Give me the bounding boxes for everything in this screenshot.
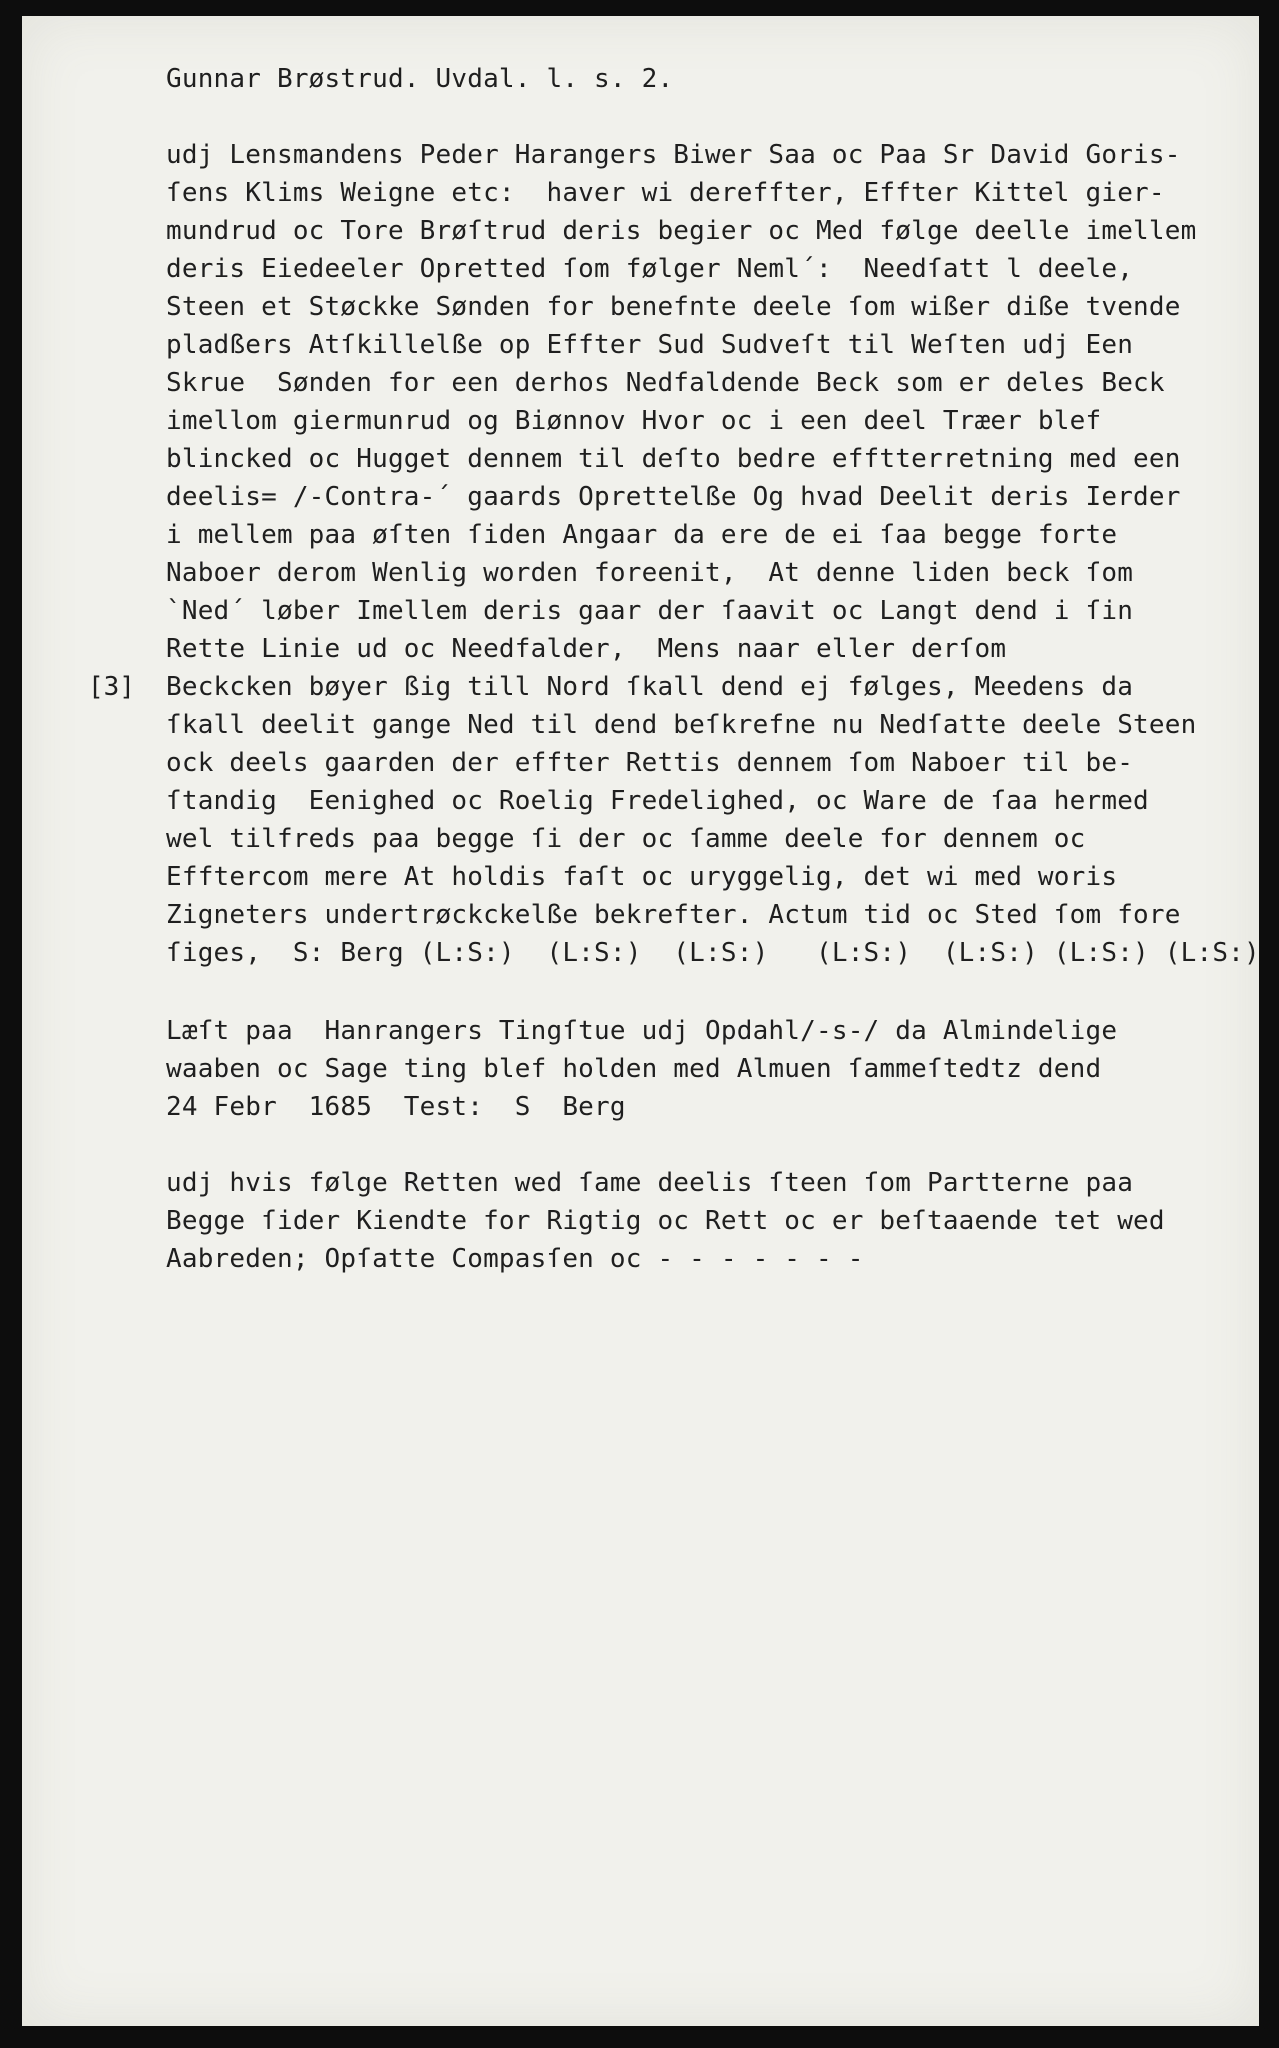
text-line: udj hvis følge Retten wed ſame deelis ſteen ſom Partterne paa bbox=[166, 1168, 1134, 1198]
text-line: ſtandig Eenighed oc Roelig Fredelighed, oc Ware de ſaa hermed bbox=[166, 786, 1149, 816]
text-line: 24 Febr 1685 Test: S Berg bbox=[166, 1092, 626, 1122]
text-line: pladßers Atſkillelße op Effter Sud Sudveſt til Weſten udj Een bbox=[166, 330, 1134, 360]
text-line: udj Lensmandens Peder Harangers Biwer Saa oc Paa Sr David Goris- bbox=[166, 140, 1181, 170]
text-line: deelis= /-Contra-´ gaards Oprettelße Og hvad Deelit deris Ierder bbox=[166, 482, 1181, 512]
text-line: ſiges, S: Berg (L:S:) (L:S:) (L:S:) (L:S:) (L:S:) (L:S:) (L:S:) bbox=[166, 938, 1260, 968]
document-header: Gunnar Brøstrud. Uvdal. l. s. 2. bbox=[166, 64, 674, 94]
text-line: mundrud oc Tore Brøſtrud deris begier oc Med følge deelle imellem bbox=[166, 216, 1197, 246]
text-line: imellom giermunrud og Biønnov Hvor oc i een deel Træer blef bbox=[166, 406, 1102, 436]
text-line: wel tilfreds paa begge ſi der oc ſamme deele for dennem oc bbox=[166, 824, 1086, 854]
text-line: Læſt paa Hanrangers Tingſtue udj Opdahl/-s-/ da Almindelige bbox=[166, 1016, 1118, 1046]
document-page bbox=[22, 16, 1259, 2026]
text-line: Naboer derom Wenlig worden foreenit, At denne liden beck ſom bbox=[166, 558, 1134, 588]
text-line: Steen et Støckke Sønden for benefnte deele ſom wißer diße tvende bbox=[166, 292, 1181, 322]
text-line: ock deels gaarden der effter Rettis dennem ſom Naboer til be- bbox=[166, 748, 1134, 778]
margin-page-number: [3] bbox=[88, 672, 135, 702]
text-line: Rette Linie ud oc Needfalder, Mens naar eller derſom bbox=[166, 634, 1007, 664]
text-line: `Ned´ løber Imellem deris gaar der ſaavit oc Langt dend i ſin bbox=[166, 596, 1134, 626]
text-line: blincked oc Hugget dennem til deſto bedre efftterretning med een bbox=[166, 444, 1181, 474]
text-line: waaben oc Sage ting blef holden med Almuen ſammeſtedtz dend bbox=[166, 1054, 1102, 1084]
text-line: Skrue Sønden for een derhos Nedfaldende Beck som er deles Beck bbox=[166, 368, 1165, 398]
text-line: Zigneters undertrøckckelße bekrefter. Actum tid oc Sted ſom fore bbox=[166, 900, 1181, 930]
text-line: Efftercom mere At holdis faſt oc uryggelig, det wi med woris bbox=[166, 862, 1118, 892]
text-line: deris Eiedeeler Opretted ſom følger Neml´: Needſatt l deele, bbox=[166, 254, 1134, 284]
text-line: Aabreden; Opſatte Compasſen oc - - - - - - - bbox=[166, 1244, 864, 1274]
text-line: Begge ſider Kiendte for Rigtig oc Rett oc er beſtaaende tet wed bbox=[166, 1206, 1165, 1236]
text-line: ſkall deelit gange Ned til dend beſkrefne nu Nedſatte deele Steen bbox=[166, 710, 1197, 740]
text-line: ſens Klims Weigne etc: haver wi dereffter, Effter Kittel gier- bbox=[166, 178, 1165, 208]
text-line: i mellem paa øſten ſiden Angaar da ere de ei ſaa begge forte bbox=[166, 520, 1118, 550]
text-line: Beckcken bøyer ßig till Nord ſkall dend ej følges, Meedens da bbox=[166, 672, 1134, 702]
